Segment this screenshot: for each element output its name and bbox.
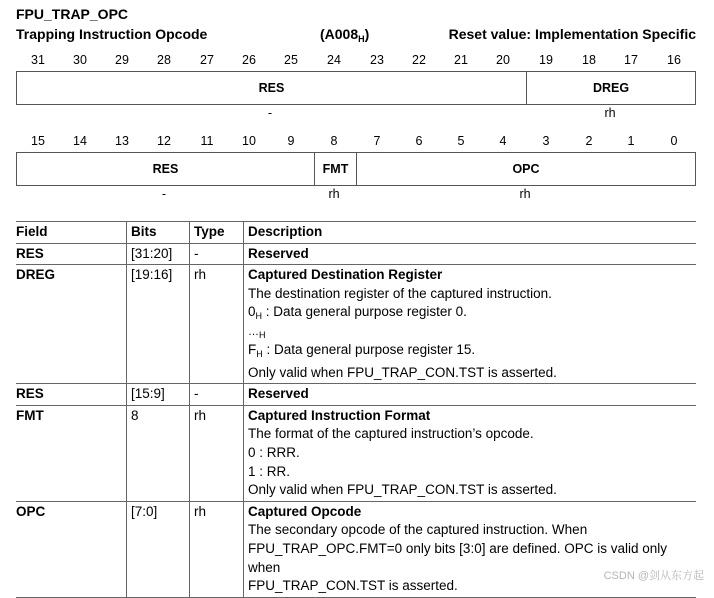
table-row [16, 384, 696, 406]
bit-number: 19 [539, 53, 553, 67]
reset-value: Reset value: Implementation Specific [448, 26, 696, 42]
cell-bits: [19:16] [127, 265, 190, 384]
header-field: Field [16, 222, 127, 244]
cell-type: - [190, 243, 244, 265]
cell-type: rh [190, 501, 244, 597]
watermark: CSDN @剑从东方起 [603, 570, 704, 582]
header-description: Description [244, 222, 697, 244]
description-ellipsis: $\dots_H$ [248, 325, 266, 340]
bit-number: 29 [115, 53, 129, 67]
table-row [16, 243, 696, 265]
bit-number: 12 [157, 134, 171, 148]
bit-number: 5 [457, 134, 465, 148]
bit-number: 17 [624, 53, 638, 67]
description-line: $F_H$ : Data general purpose register 15. [248, 341, 476, 359]
bit-number: 20 [496, 53, 510, 67]
bit-number: 10 [242, 134, 256, 148]
table-row [16, 265, 696, 384]
description-title: Captured Destination Register [248, 267, 443, 283]
cell-bits: [31:20] [127, 243, 190, 265]
table-header-row [16, 222, 696, 244]
register-description: Trapping Instruction Opcode [16, 26, 208, 42]
cell-bits: 8 [127, 405, 190, 501]
bit-number: 1 [627, 134, 635, 148]
description-title: Captured Opcode [248, 503, 362, 519]
description-line: 0 : RRR. [248, 444, 300, 460]
description-note: Only valid when FPU_TRAP_CON.TST is asserted. [248, 482, 557, 498]
bit-number: 6 [415, 134, 423, 148]
bit-number: 25 [284, 53, 298, 67]
description-line: FPU_TRAP_CON.TST is asserted. [248, 578, 458, 594]
field-description-table [16, 221, 696, 598]
field-fmt: FMT [314, 153, 356, 185]
bit-number: 2 [585, 134, 593, 148]
cell-field: RES [16, 243, 127, 265]
register-name: FPU_TRAP_OPC [16, 6, 129, 22]
field-opc: OPC [356, 153, 695, 185]
table-row [16, 405, 696, 501]
register-high [16, 71, 696, 105]
bit-number: 18 [582, 53, 596, 67]
table-row [16, 501, 696, 597]
description-title: Reserved [248, 245, 309, 261]
cell-type: rh [190, 265, 244, 384]
description-title: Captured Instruction Format [248, 407, 431, 423]
bit-number: 23 [370, 53, 384, 67]
cell-field: RES [16, 384, 127, 406]
description-line: 1 : RR. [248, 463, 291, 479]
bit-number: 21 [454, 53, 468, 67]
cell-field: DREG [16, 265, 127, 384]
bit-number: 31 [31, 53, 45, 67]
description-line: $0_H$ : Data general purpose register 0. [248, 304, 467, 322]
bit-number: 11 [200, 134, 214, 148]
bit-number: 22 [412, 53, 426, 67]
cell-bits: [7:0] [127, 501, 190, 597]
description-title: Reserved [248, 386, 309, 402]
bit-number: 14 [73, 134, 87, 148]
bit-number: 13 [115, 134, 129, 148]
description-note: Only valid when FPU_TRAP_CON.TST is asserted. [248, 364, 557, 380]
bit-number: 9 [287, 134, 295, 148]
bit-number: 16 [667, 53, 681, 67]
cell-field: OPC [16, 501, 127, 597]
bit-number: 28 [157, 53, 171, 67]
bit-number: 4 [499, 134, 507, 148]
header-type: Type [190, 222, 244, 244]
cell-type: - [190, 384, 244, 406]
bit-number: 26 [242, 53, 256, 67]
bit-number: 27 [200, 53, 214, 67]
bit-number: 0 [670, 134, 678, 148]
field-access: rh [328, 187, 340, 201]
field-res-low: RES [152, 162, 179, 176]
description-line: FPU_TRAP_OPC.FMT=0 only bits [3:0] are defined. OPC is valid only when [248, 540, 668, 575]
cell-description [244, 243, 697, 265]
field-access: rh [604, 106, 616, 120]
register-offset: $(A008_H)$ [320, 26, 370, 44]
cell-bits: [15:9] [127, 384, 190, 406]
cell-description [244, 384, 697, 406]
bit-number: 15 [31, 134, 45, 148]
field-res-high: RES [258, 81, 285, 95]
bit-number: 8 [330, 134, 338, 148]
bit-number: 3 [542, 134, 550, 148]
register-low [16, 152, 696, 186]
bit-number: 7 [373, 134, 381, 148]
field-access: - [161, 187, 167, 201]
bit-number: 30 [73, 53, 87, 67]
description-line: The format of the captured instruction’s opcode. [248, 426, 534, 442]
cell-description [244, 405, 697, 501]
description-line: The destination register of the captured instruction. [248, 285, 552, 301]
cell-field: FMT [16, 405, 127, 501]
header-bits: Bits [127, 222, 190, 244]
description-line: The secondary opcode of the captured instruction. When [248, 522, 588, 538]
field-dreg: DREG [526, 72, 695, 104]
cell-description [244, 265, 697, 384]
cell-type: rh [190, 405, 244, 501]
field-access: - [267, 106, 273, 120]
bit-number: 24 [327, 53, 341, 67]
field-access: rh [519, 187, 531, 201]
